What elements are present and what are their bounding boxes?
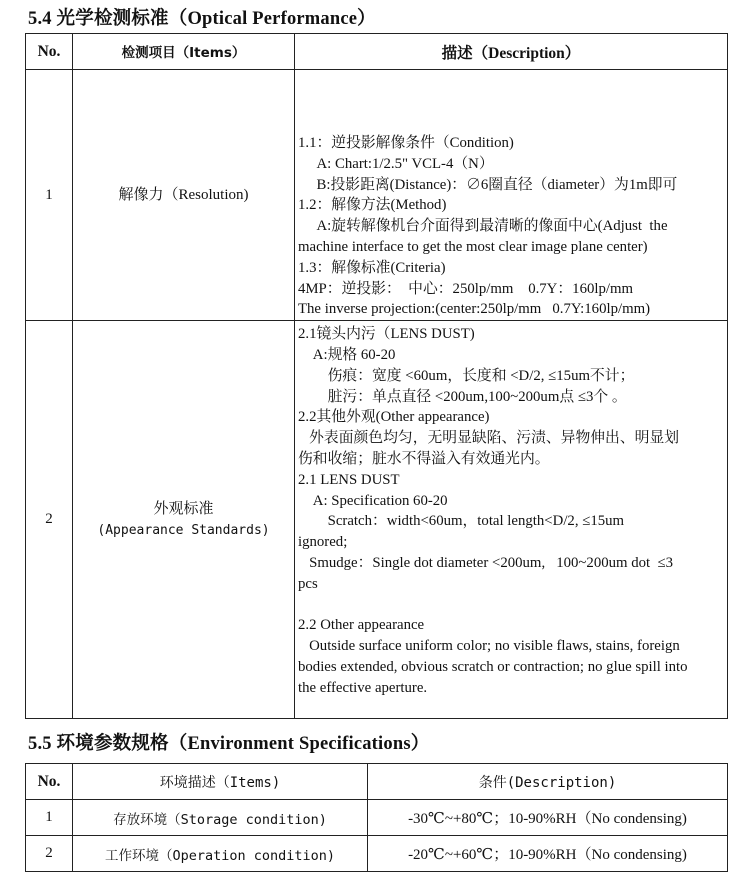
header-description: 描述（Description）	[295, 34, 728, 70]
environment-spec-table	[25, 763, 728, 872]
desc-line: ignored;	[298, 534, 348, 551]
row-number: 2	[26, 836, 73, 872]
desc-line: A: Specification 60-20	[298, 492, 448, 509]
table-row	[26, 70, 728, 321]
table-header-row	[26, 34, 728, 70]
desc-line: A:旋转解像机台介面得到最清晰的像面中心(Adjust the	[298, 218, 668, 235]
desc-line: A: Chart:1/2.5" VCL-4（N）	[298, 155, 494, 172]
desc-line: Scratch：width<60um，total length<D/2, ≤15um	[298, 513, 625, 530]
row-number: 1	[26, 70, 73, 321]
table-row	[26, 836, 728, 872]
header-items: 检测项目（Items）	[73, 34, 295, 70]
row-number: 2	[26, 321, 73, 719]
header-no: No.	[26, 764, 73, 800]
row-item: 工作环境（Operation condition)	[73, 836, 368, 872]
desc-line: 2.2其他外观(Other appearance)	[298, 409, 490, 426]
desc-line: 1.3：解像标准(Criteria)	[298, 259, 446, 276]
desc-line: A:规格 60-20	[298, 346, 396, 363]
row-description	[295, 321, 728, 719]
row-number: 1	[26, 800, 73, 836]
desc-line: 2.1 LENS DUST	[298, 471, 400, 488]
item-line: 解像力（Resolution)	[118, 186, 249, 203]
table-row	[26, 800, 728, 836]
desc-line: 伤和收缩；脏水不得溢入有效通光内。	[298, 450, 550, 467]
header-description: 条件(Description)	[368, 764, 728, 800]
desc-line: the effective aperture.	[298, 679, 428, 696]
desc-line: bodies extended, obvious scratch or contraction; no glue spill into	[298, 658, 688, 675]
desc-line: 1.1：逆投影解像条件（Condition)	[298, 135, 514, 151]
row-description	[295, 70, 728, 321]
desc-line	[298, 595, 721, 616]
desc-line: Smudge：Single dot diameter <200um, 100~200um dot ≤3	[298, 554, 674, 571]
desc-line: B:投影距离(Distance)：∅6圈直径（diameter）为1m即可	[298, 176, 678, 193]
item-line: 外观标准	[153, 500, 214, 517]
row-condition: -30℃~+80℃；10-90%RH（No condensing)	[368, 800, 728, 836]
desc-line: Outside surface uniform color; no visible flaws, stains, foreign	[298, 638, 680, 655]
desc-line: 2.1镜头内污（LENS DUST)	[298, 326, 475, 343]
optical-performance-table	[25, 33, 728, 719]
row-item: 存放环境（Storage condition)	[73, 800, 368, 836]
desc-line: machine interface to get the most clear image plane center)	[298, 238, 648, 255]
section-heading-optical: 5.4 光学检测标准（Optical Performance）	[28, 9, 376, 29]
row-condition: -20℃~+60℃；10-90%RH（No condensing)	[368, 836, 728, 872]
desc-line: 伤痕：宽度 <60um，长度和 <D/2, ≤15um不计；	[298, 367, 635, 384]
desc-line: 外表面颜色均匀，无明显缺陷、污渍、异物伸出、明显划	[298, 430, 680, 447]
desc-line: 1.2：解像方法(Method)	[298, 197, 447, 214]
desc-line: 4MP：逆投影： 中心：250lp/mm 0.7Y：160lp/mm	[298, 280, 634, 297]
desc-line: 2.2 Other appearance	[298, 617, 425, 634]
desc-line: The inverse projection:(center:250lp/mm 0.7Y:160lp/mm)	[298, 301, 651, 318]
row-item	[73, 70, 295, 321]
row-item	[73, 321, 295, 719]
header-items: 环境描述（Items)	[73, 764, 368, 800]
item-line: (Appearance Standards)	[97, 522, 270, 538]
section-heading-environment: 5.5 环境参数规格（Environment Specifications）	[28, 734, 430, 754]
header-no: No.	[26, 34, 73, 70]
table-header-row	[26, 764, 728, 800]
desc-line: 脏污：单点直径 <200um,100~200um点 ≤3个 。	[298, 388, 627, 405]
desc-line: pcs	[298, 575, 318, 592]
table-row	[26, 321, 728, 719]
